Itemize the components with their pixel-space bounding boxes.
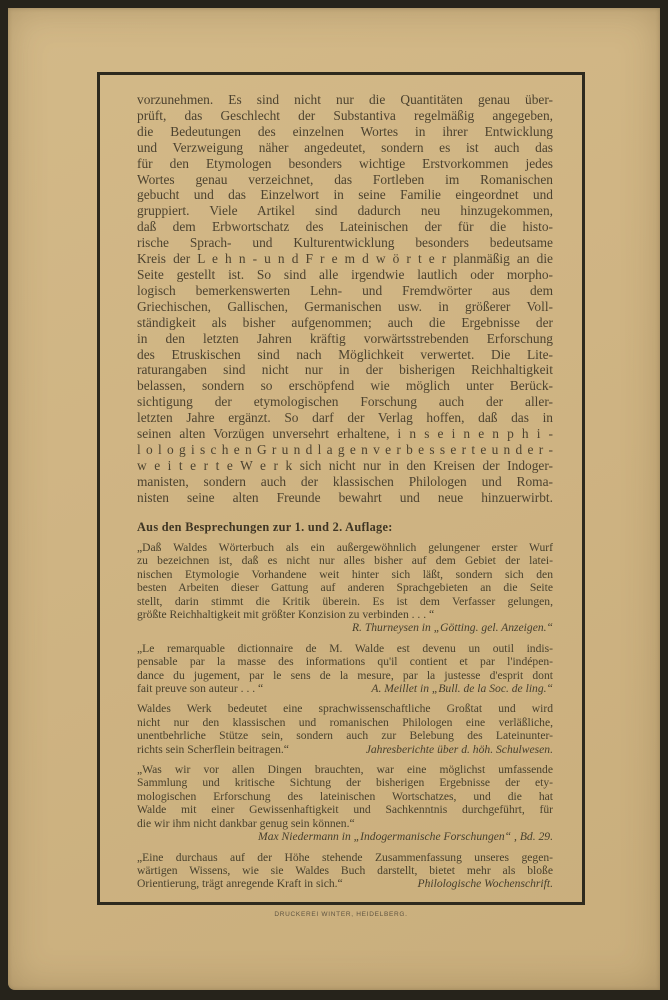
review-block <box>137 702 553 756</box>
paragraph-line: sichtigung der etymologischen Forschung auch der aller- <box>137 394 553 410</box>
paragraph-line: rische Sprach- und Kulturentwicklung besonders bedeutsame <box>137 235 553 251</box>
reviews-heading: Aus den Besprechungen zur 1. und 2. Auflage: <box>137 519 393 534</box>
review-tail-text: richts sein Scherflein beitragen.“ <box>137 742 289 756</box>
review-tail-line <box>137 682 553 695</box>
paragraph-line: letzten Jahre ergänzt. So darf der Verlag hoffen, daß das in <box>137 410 553 426</box>
review-line: „Was wir vor allen Dingen brauchten, war eine möglichst umfassende <box>137 763 553 777</box>
review-line: stellt, darin stimmt die Kritik überein. Es ist dem Verfasser gelungen, <box>137 594 553 608</box>
paragraph-line: belassen, sondern so erschöpfend wie möglich unter Berück- <box>137 378 553 394</box>
paragraph-line: daß dem Erbwortschatz des Lateinischen der für die histo- <box>137 219 553 235</box>
page-content <box>137 92 553 891</box>
review-block <box>137 851 553 891</box>
book-page-paper <box>8 8 660 990</box>
review-source-attribution: A. Meillet in „Bull. de la Soc. de ling.“ <box>371 682 553 696</box>
review-line: dance du jugement, par le sens de la mesure, par la justesse d'esprit dont <box>137 668 553 682</box>
review-line: „Le remarquable dictionnaire de M. Walde est devenu un outil indis- <box>137 641 553 655</box>
review-source-attribution: Max Niedermann in „Indogermanische Forschungen“ , Bd. 29. <box>258 830 553 844</box>
review-last-line: größte Reichhaltigkeit mit größter Konzision zu verbinden . . . “ <box>137 608 435 621</box>
review-last-line: die wir ihm nicht dankbar genug sein können.“ <box>137 816 355 830</box>
review-line: „Daß Waldes Wörterbuch als ein außergewöhnlich gelungener erster Wurf <box>137 540 553 554</box>
paragraph-line: raturangaben sind nicht nur in der bisherigen Reichhaltigkeit <box>137 362 553 378</box>
review-source-attribution: R. Thurneysen in „Götting. gel. Anzeigen.“ <box>351 621 553 635</box>
printer-imprint: DRUCKEREI WINTER, HEIDELBERG. <box>274 911 408 918</box>
review-line: zu bezeichnen ist, daß es nicht nur alles bisher auf dem Gebiet der latei- <box>137 554 553 568</box>
review-line: unentbehrliche Stütze sein, sondern auch zur Belebung des Lateinunter- <box>137 729 553 743</box>
review-block <box>137 541 553 635</box>
paragraph-line: nisten seine alten Freunde bewahrt und neue hinzuerwirbt. <box>137 489 553 505</box>
review-tail-line <box>137 877 553 890</box>
paragraph-line: gruppiert. Viele Artikel sind dadurch neu hinzugekommen, <box>137 203 553 219</box>
review-line: mologischen Erforschung des lateinischen Wortschatzes, und die hat <box>137 789 553 803</box>
paragraph-line: seinen alten Vorzügen unversehrt erhaltene, i n s e i n e n p h i - <box>137 426 553 442</box>
review-line: Walde mit einer Gewissenhaftigkeit und Sachkenntnis durchgeführt, für <box>137 803 553 817</box>
paragraph-line: ständigkeit als bisher aufgenommen; auch die Ergebnisse der <box>137 314 553 330</box>
paragraph-line: Wortes genau verzeichnet, das Fortleben im Romanischen <box>137 171 553 187</box>
paragraph-line: in den letzten Jahren kräftig vorwärtsstrebenden Erforschung <box>137 330 553 346</box>
review-line: Waldes Werk bedeutet eine sprachwissenschaftliche Großtat und wird <box>137 702 553 716</box>
paragraph-line: w e i t e r t e W e r k sich nicht nur in den Kreisen der Indoger- <box>137 457 553 473</box>
paragraph-line: und Verzweigung näher angedeutet, sondern es ist auch das <box>137 139 553 155</box>
review-block <box>137 763 553 843</box>
review-line: pensable par la masse des informations qu'il contient et par l'indépen- <box>137 655 553 669</box>
paragraph-line: manisten, sondern auch der klassischen Philologen und Roma- <box>137 473 553 489</box>
review-source-attribution: Philologische Wochenschrift. <box>417 877 553 891</box>
paragraph-line: die Bedeutungen des einzelnen Wortes in ihrer Entwicklung <box>137 123 553 139</box>
page-border-frame <box>97 72 585 905</box>
paragraph-line: für den Etymologen besonders wichtige Erstvorkommen jedes <box>137 155 553 171</box>
paragraph-line: logisch bemerkenswerten Lehn- und Fremdwörter aus dem <box>137 282 553 298</box>
paragraph-line: l o l o g i s c h e n G r u n d l a g e n v e r b e s s e r t e u n d e r - <box>137 441 553 457</box>
paragraph-line: gebucht und das Einzelwort in seine Familie eingeordnet und <box>137 187 553 203</box>
paragraph-line: prüft, das Geschlecht der Substantiva regelmäßig angegeben, <box>137 107 553 123</box>
paragraph-line: vorzunehmen. Es sind nicht nur die Quantitäten genau über- <box>137 92 553 107</box>
paragraph-line: Seite gestellt ist. So sind alle irgendwie lautlich oder morpho- <box>137 266 553 282</box>
review-line: nicht nur den klassischen und romanischen Philologen eine verläßliche, <box>137 715 553 729</box>
review-tail-line <box>137 743 553 756</box>
paragraph-line: Kreis der L e h n - u n d F r e m d w ö r t e r planmäßig an die <box>137 251 553 267</box>
review-tail-text: fait preuve son auteur . . . “ <box>137 682 264 696</box>
main-paragraph <box>137 92 553 506</box>
review-tail-text: Orientierung, trägt anregende Kraft in sich.“ <box>137 877 343 891</box>
review-block <box>137 642 553 696</box>
review-line: „Eine durchaus auf der Höhe stehende Zusammenfassung unseres gegen- <box>137 850 553 864</box>
review-source-attribution: Jahresberichte über d. höh. Schulwesen. <box>365 742 553 756</box>
paragraph-line: des Etruskischen sind nach Möglichkeit verwertet. Die Lite- <box>137 346 553 362</box>
review-line: besten Arbeiten dieser Gattung auf anderen Sprachgebieten an die Seite <box>137 581 553 595</box>
reviews-section <box>137 541 553 891</box>
review-line: nischen Etymologie Vorhandene weit hinter sich läßt, sondern sich den <box>137 567 553 581</box>
review-line: Sammlung und kritische Sichtung der bisherigen Ergebnisse der ety- <box>137 776 553 790</box>
review-line: wärtigen Wissens, wie sie Waldes Buch darstellt, bietet mehr als bloße <box>137 863 553 877</box>
paragraph-line: Griechischen, Gallischen, Germanischen usw. in größerer Voll- <box>137 298 553 314</box>
